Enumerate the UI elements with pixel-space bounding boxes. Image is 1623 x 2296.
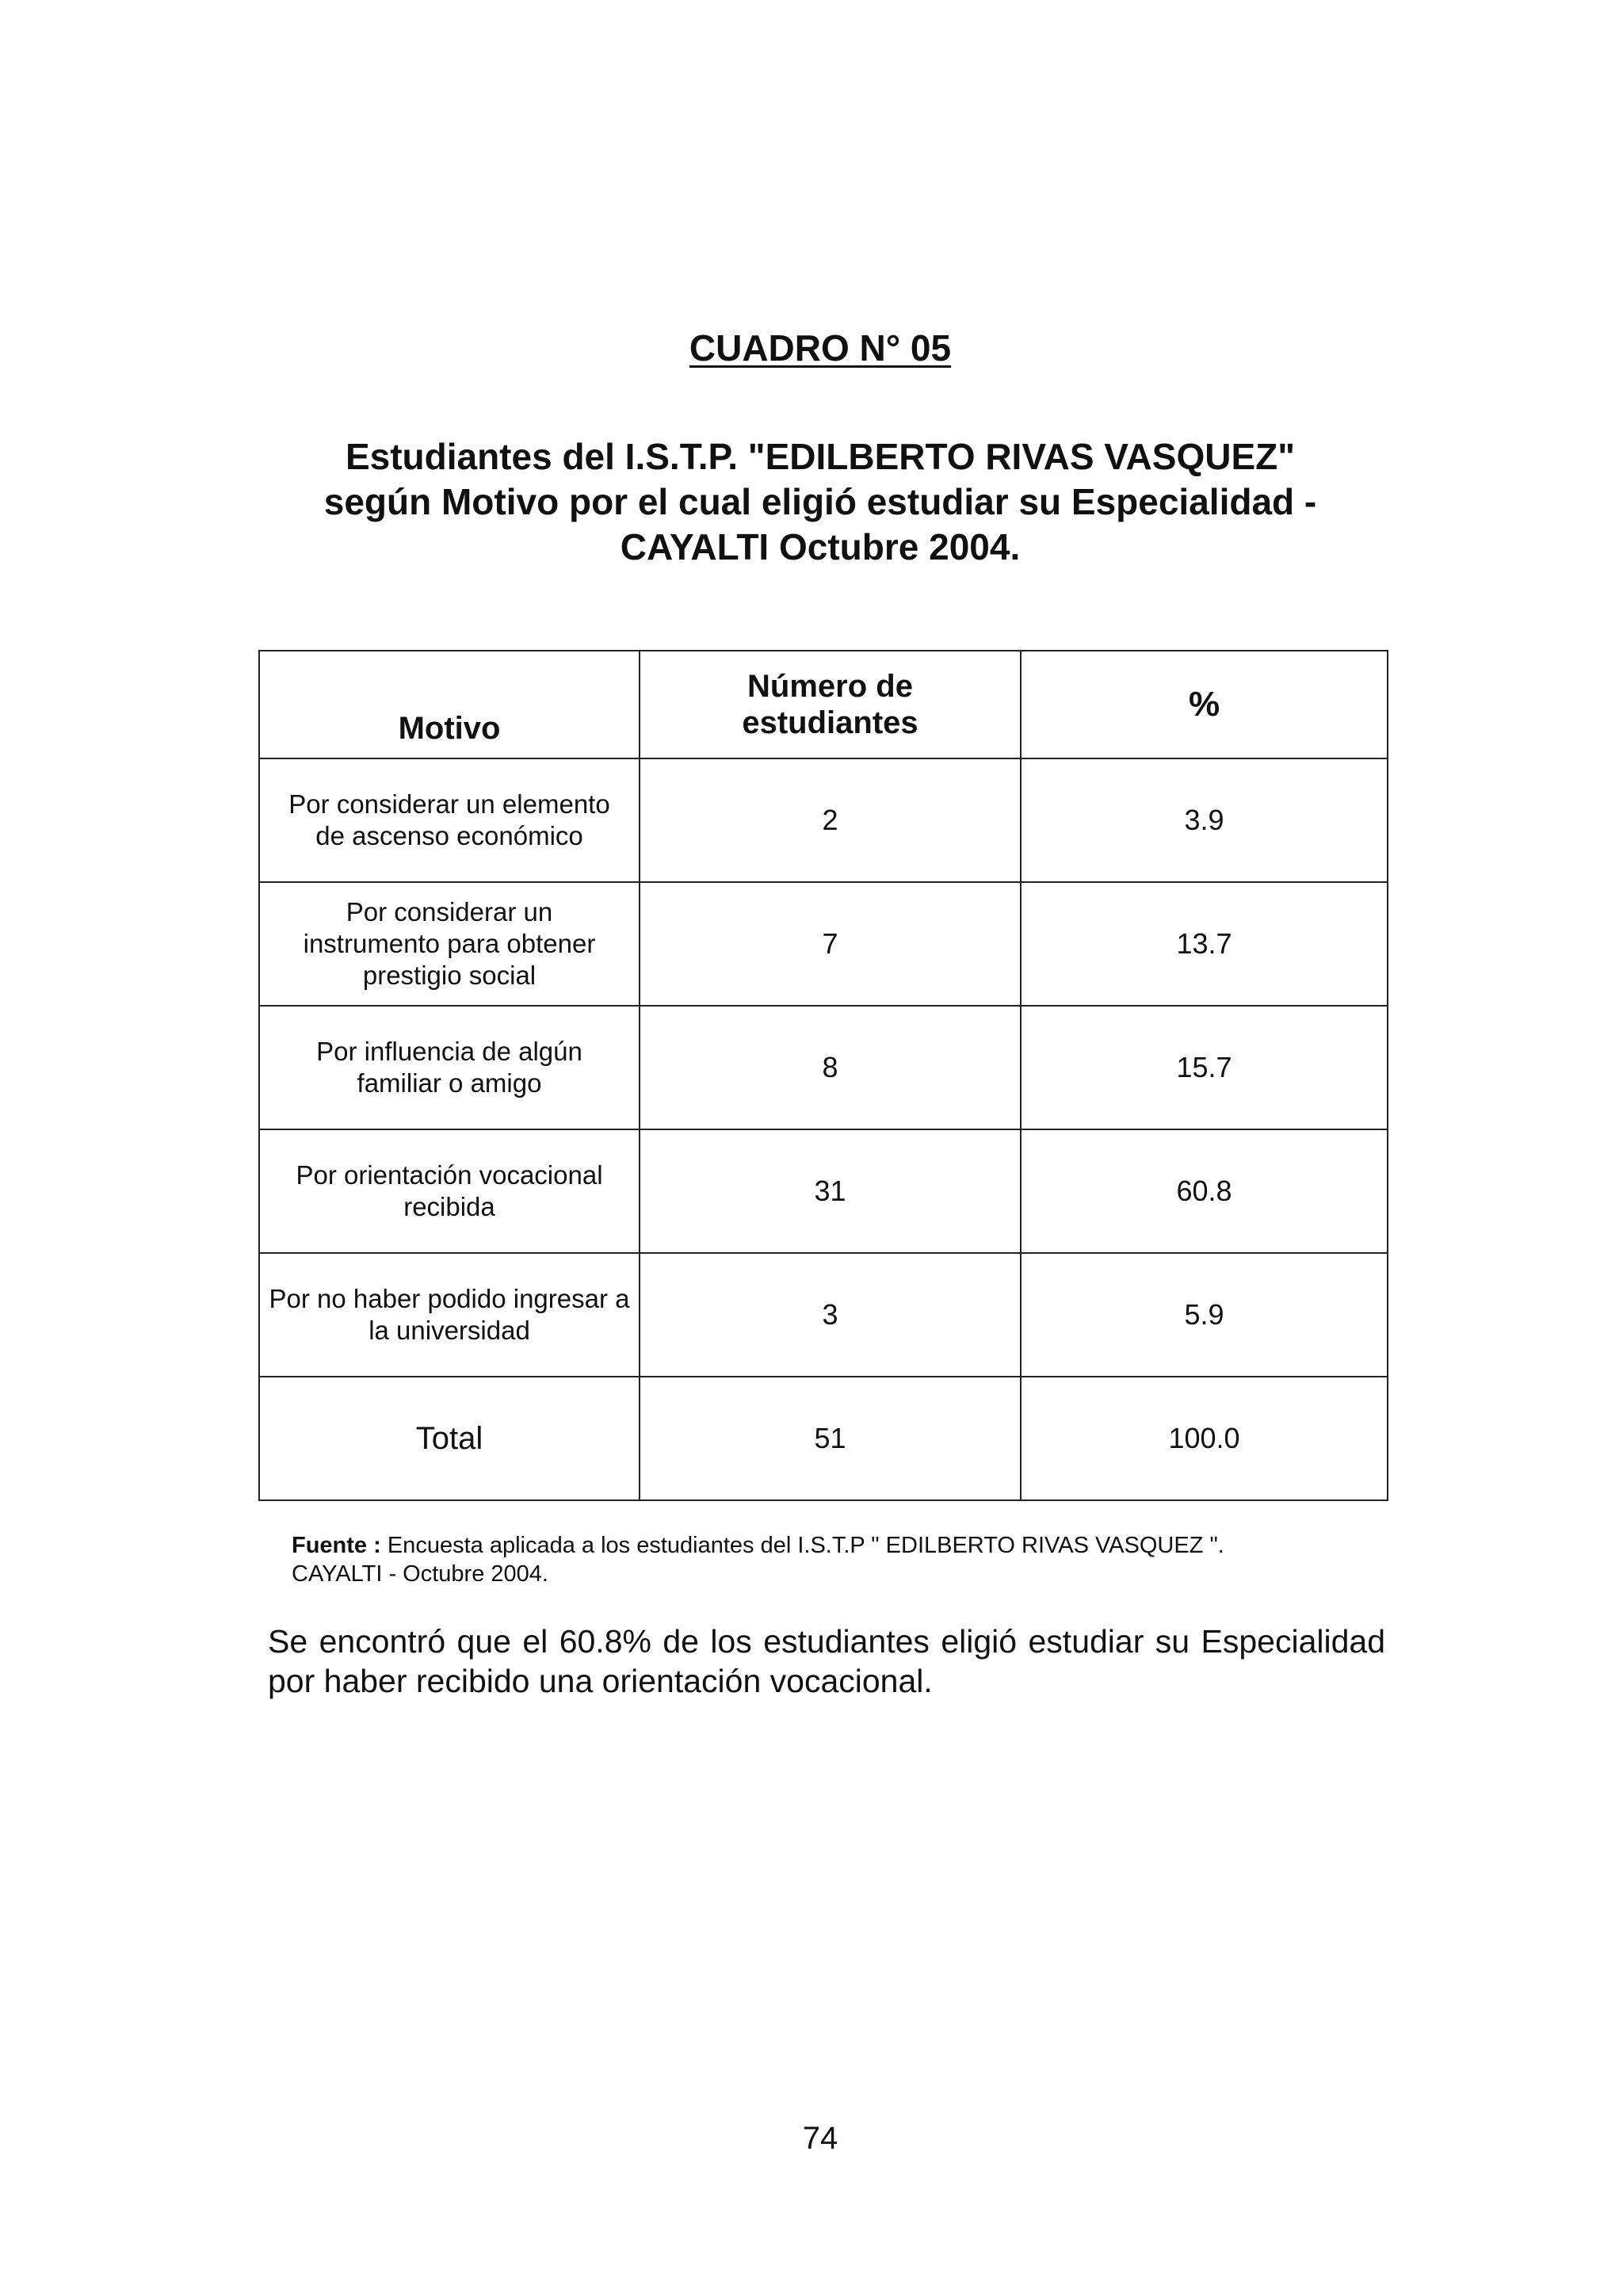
table-header-row [259, 651, 1388, 758]
cell-percent: 15.7 [1021, 1006, 1388, 1129]
header-percent: % [1021, 651, 1388, 758]
source-note [292, 1531, 1401, 1588]
header-numero [640, 651, 1021, 758]
table-title-line-2: según Motivo por el cual eligió estudiar su Especialidad - [323, 481, 1317, 522]
cell-percent: 60.8 [1021, 1129, 1388, 1253]
cell-percent: 13.7 [1021, 882, 1388, 1006]
table-row [259, 1129, 1388, 1253]
table-row [259, 882, 1388, 1006]
header-numero-line-2: estudiantes [742, 705, 918, 740]
cell-motivo: Por considerar un elemento de ascenso económico [259, 758, 640, 882]
cell-motivo: Por considerar un instrumento para obtener prestigio social [259, 882, 640, 1006]
conclusion-paragraph: Se encontró que el 60.8% de los estudiantes eligió estudiar su Especialidad por haber recibido una orientación vocacional. [268, 1623, 1385, 1699]
cell-total-numero: 51 [640, 1377, 1021, 1500]
source-text-line-2: CAYALTI - Octubre 2004. [292, 1561, 548, 1587]
table-title-line-1: Estudiantes del I.S.T.P. "EDILBERTO RIVAS VASQUEZ" [345, 436, 1296, 477]
cell-total-percent: 100.0 [1021, 1377, 1388, 1500]
cell-numero: 8 [640, 1006, 1021, 1129]
source-label: Fuente : [292, 1533, 381, 1558]
cell-numero: 7 [640, 882, 1021, 1006]
header-numero-line-1: Número de [747, 669, 913, 704]
table-row [259, 1253, 1388, 1377]
cell-motivo: Por no haber podido ingresar a la universidad [259, 1253, 640, 1377]
cell-motivo: Por influencia de algún familiar o amigo [259, 1006, 640, 1129]
header-motivo: Motivo [259, 651, 640, 758]
cell-total-label: Total [259, 1377, 640, 1500]
motivo-table [258, 650, 1388, 1501]
source-text: Encuesta aplicada a los estudiantes del I.S.T.P " EDILBERTO RIVAS VASQUEZ ". [387, 1533, 1224, 1558]
cell-percent: 5.9 [1021, 1253, 1388, 1377]
page-number: 74 [802, 2121, 838, 2156]
cell-motivo: Por orientación vocacional recibida [259, 1129, 640, 1253]
cell-percent: 3.9 [1021, 758, 1388, 882]
table-row [259, 758, 1388, 882]
table-total-row [259, 1377, 1388, 1500]
table-row [259, 1006, 1388, 1129]
table-title [0, 434, 1623, 570]
cell-numero: 31 [640, 1129, 1021, 1253]
cell-numero: 2 [640, 758, 1021, 882]
cell-numero: 3 [640, 1253, 1021, 1377]
table-title-line-3: CAYALTI Octubre 2004. [620, 526, 1021, 567]
cuadro-title: CUADRO N° 05 [689, 327, 952, 369]
